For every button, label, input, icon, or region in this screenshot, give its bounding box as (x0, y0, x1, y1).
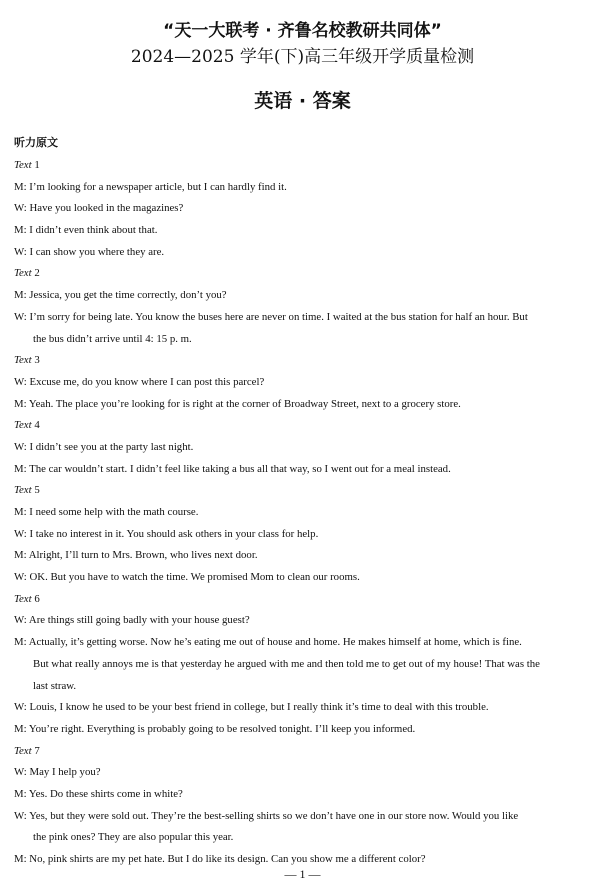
text-heading (14, 415, 592, 437)
text-heading-label: Text (14, 592, 32, 605)
dialogue-line: W: Excuse me, do you know where I can post this parcel? (14, 375, 265, 388)
text-heading (14, 741, 592, 763)
dialogue-line: W: Are things still going badly with your house guest? (14, 614, 250, 627)
dialogue-line-continuation: last straw. (33, 679, 77, 692)
text-heading-label: Text (14, 484, 32, 497)
dialogue-line: W: I take no interest in it. You should ask others in your class for help. (14, 527, 319, 540)
text-heading (14, 263, 592, 285)
transcript-body (14, 155, 592, 871)
dialogue-line-continuation: the bus didn’t arrive until 4: 15 p. m. (33, 332, 192, 345)
exam-title: “天一大联考 · 齐鲁名校教研共同体” (163, 21, 442, 41)
dialogue-line-continuation: the pink ones? They are also popular this year. (33, 831, 234, 844)
text-heading-number: 4 (34, 419, 40, 432)
text-heading-label: Text (14, 267, 32, 280)
text-heading-label: Text (14, 744, 32, 757)
dialogue-line: W: Have you looked in the magazines? (14, 202, 184, 215)
subject-title: 英语 · 答案 (254, 90, 351, 112)
text-heading (14, 155, 592, 177)
dialogue-line: W: Louis, I know he used to be your best friend in college, but I really think it’s time to deal with this trouble. (14, 701, 489, 714)
dialogue-line: M: Alright, I’ll turn to Mrs. Brown, who lives next door. (14, 549, 258, 562)
text-heading-label: Text (14, 419, 32, 432)
dialogue-line: W: I didn’t see you at the party last night. (14, 440, 194, 453)
text-heading-number: 5 (34, 484, 40, 497)
dialogue-line: M: Jessica, you get the time correctly, don’t you? (14, 289, 227, 302)
dialogue-line: M: Yes. Do these shirts come in white? (14, 787, 183, 800)
text-heading-label: Text (14, 354, 32, 367)
dialogue-line-continuation: But what really annoys me is that yesterday he argued with me and then told me to get out of my house! That was the (33, 657, 540, 670)
page-number: — 1 — (284, 867, 321, 881)
dialogue-line: M: I’m looking for a newspaper article, but I can hardly find it. (14, 180, 287, 193)
dialogue-line: M: No, pink shirts are my pet hate. But I do like its design. Can you show me a different color? (14, 853, 426, 865)
text-heading (14, 589, 592, 611)
text-heading-number: 1 (34, 159, 40, 171)
dialogue-line: M: I need some help with the math course. (14, 506, 199, 518)
dialogue-line: M: The car wouldn’t start. I didn’t feel like taking a bus all that way, so I went out for a meal instead. (14, 462, 451, 475)
text-heading-number: 2 (34, 267, 40, 280)
dialogue-line: M: Yeah. The place you’re looking for is right at the corner of Broadway Street, next to a grocery store. (14, 397, 461, 410)
dialogue-line: M: You’re right. Everything is probably going to be resolved tonight. I’ll keep you informed. (14, 722, 416, 735)
text-heading-number: 3 (34, 354, 40, 367)
text-heading-label: Text (14, 159, 32, 171)
dialogue-line: M: Actually, it’s getting worse. Now he’s eating me out of house and home. He makes himself at home, which is fine. (14, 636, 522, 649)
dialogue-line: W: Yes, but they were sold out. They’re the best-selling shirts so we don’t have one in our store now. Would you like (14, 809, 519, 822)
dialogue-line: W: May I help you? (14, 766, 101, 779)
dialogue-line: W: I’m sorry for being late. You know the buses here are never on time. I waited at the bus station for half an hour. But (14, 310, 528, 323)
text-heading-number: 6 (34, 592, 40, 605)
text-heading-number: 7 (34, 744, 40, 757)
text-heading (14, 350, 592, 372)
dialogue-line: M: I didn’t even think about that. (14, 224, 158, 237)
exam-subtitle: 2024—2025 学年(下)高三年级开学质量检测 (130, 47, 475, 67)
dialogue-line: W: OK. But you have to watch the time. We promised Mom to clean our rooms. (14, 571, 360, 584)
section-title: 听力原文 (14, 136, 58, 149)
text-heading (14, 480, 592, 502)
dialogue-line: W: I can show you where they are. (14, 245, 165, 258)
